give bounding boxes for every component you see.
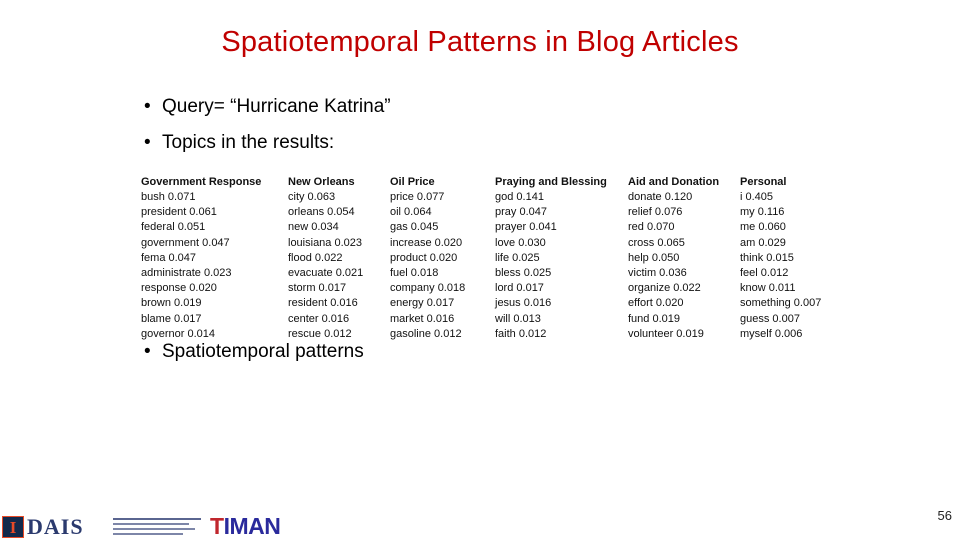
topic-term: government 0.047 — [141, 236, 230, 249]
dais-logo — [27, 515, 207, 539]
topic-term: product 0.020 — [390, 251, 458, 264]
topic-column-aid-and-donation — [628, 175, 719, 342]
bullet-glyph: • — [144, 96, 151, 117]
topic-term: energy 0.017 — [390, 297, 455, 310]
topic-term: storm 0.017 — [288, 282, 347, 295]
bullet-glyph: • — [144, 341, 151, 362]
topic-term: feel 0.012 — [740, 266, 789, 279]
topic-term: lord 0.017 — [495, 282, 544, 295]
topic-term: my 0.116 — [740, 206, 785, 219]
topic-header: Personal — [740, 176, 787, 188]
topic-term: life 0.025 — [495, 251, 540, 264]
bullet-glyph: • — [144, 132, 151, 153]
topic-term: effort 0.020 — [628, 297, 684, 310]
topic-term: relief 0.076 — [628, 206, 683, 219]
topic-term: jesus 0.016 — [495, 297, 552, 310]
bullet-text: Spatiotemporal patterns — [162, 341, 364, 362]
topic-term: donate 0.120 — [628, 191, 693, 203]
topic-header: Oil Price — [390, 176, 435, 188]
topic-term: flood 0.022 — [288, 251, 343, 264]
topic-term: brown 0.019 — [141, 297, 202, 310]
topic-term: me 0.060 — [740, 221, 786, 234]
slide-title: Spatiotemporal Patterns in Blog Articles — [221, 26, 739, 58]
topic-term: rescue 0.012 — [288, 327, 352, 340]
topic-term: pray 0.047 — [495, 206, 547, 219]
topic-term: organize 0.022 — [628, 282, 701, 295]
topic-header: Government Response — [141, 176, 262, 188]
topic-term: bush 0.071 — [141, 191, 196, 203]
topic-term: oil 0.064 — [390, 206, 432, 219]
topic-term: new 0.034 — [288, 221, 339, 234]
timan-logo-t: T — [210, 513, 224, 539]
topic-term: help 0.050 — [628, 251, 680, 264]
topic-term: myself 0.006 — [740, 327, 803, 340]
topic-term: louisiana 0.023 — [288, 236, 363, 249]
topic-term: victim 0.036 — [628, 266, 687, 279]
topic-term: company 0.018 — [390, 282, 466, 295]
topic-term: cross 0.065 — [628, 236, 685, 249]
topic-column-government-response — [141, 175, 261, 342]
topic-term: increase 0.020 — [390, 236, 463, 249]
bullet-text: Query= “Hurricane Katrina” — [162, 96, 391, 117]
topic-term: administrate 0.023 — [141, 266, 232, 279]
page-number: 56 — [937, 508, 952, 523]
bullet-list — [143, 93, 391, 165]
topic-term: center 0.016 — [288, 312, 350, 325]
bullet-query — [143, 93, 391, 129]
topic-term: god 0.141 — [495, 191, 544, 203]
topic-column-new-orleans — [288, 175, 363, 342]
topic-term: response 0.020 — [141, 282, 217, 295]
topic-term: price 0.077 — [390, 191, 445, 203]
bullet-spatiotemporal — [143, 338, 364, 366]
topic-term: president 0.061 — [141, 206, 217, 219]
topic-term: gasoline 0.012 — [390, 327, 462, 340]
topic-term: love 0.030 — [495, 236, 546, 249]
topic-term: something 0.007 — [740, 297, 822, 310]
topic-column-oil-price — [390, 175, 465, 342]
timan-logo — [210, 513, 280, 539]
dais-logo-caption — [113, 518, 203, 538]
topic-term: orleans 0.054 — [288, 206, 355, 219]
timan-logo-rest: IMAN — [223, 513, 281, 539]
topic-term: resident 0.016 — [288, 297, 358, 310]
topic-column-praying-and-blessing — [495, 175, 607, 342]
topic-term: gas 0.045 — [390, 221, 439, 234]
topic-term: will 0.013 — [495, 312, 541, 325]
topic-term: city 0.063 — [288, 191, 336, 203]
topic-header: Aid and Donation — [628, 176, 720, 188]
topic-column-personal — [740, 175, 821, 342]
topic-term: evacuate 0.021 — [288, 266, 364, 279]
topic-term: fema 0.047 — [141, 251, 197, 264]
topic-term: bless 0.025 — [495, 266, 552, 279]
topic-term: know 0.011 — [740, 282, 796, 295]
bullet-text: Topics in the results: — [162, 132, 335, 153]
bullet-topics — [143, 129, 391, 165]
topic-term: red 0.070 — [628, 221, 675, 234]
topic-term: federal 0.051 — [141, 221, 206, 234]
topic-header: Praying and Blessing — [495, 176, 607, 188]
dais-logo-text: DAIS — [27, 514, 84, 539]
topic-term: fund 0.019 — [628, 312, 680, 325]
topic-term: market 0.016 — [390, 312, 455, 325]
topic-term: guess 0.007 — [740, 312, 800, 325]
topic-term: blame 0.017 — [141, 312, 202, 325]
topic-term: i 0.405 — [740, 191, 774, 203]
topic-term: volunteer 0.019 — [628, 327, 704, 340]
topic-term: think 0.015 — [740, 251, 794, 264]
topic-term: governor 0.014 — [141, 327, 215, 340]
topic-term: fuel 0.018 — [390, 266, 439, 279]
illinois-logo: I — [2, 516, 24, 538]
topic-term: faith 0.012 — [495, 327, 547, 340]
topic-term: am 0.029 — [740, 236, 786, 249]
topic-header: New Orleans — [288, 176, 355, 188]
topic-term: prayer 0.041 — [495, 221, 557, 234]
